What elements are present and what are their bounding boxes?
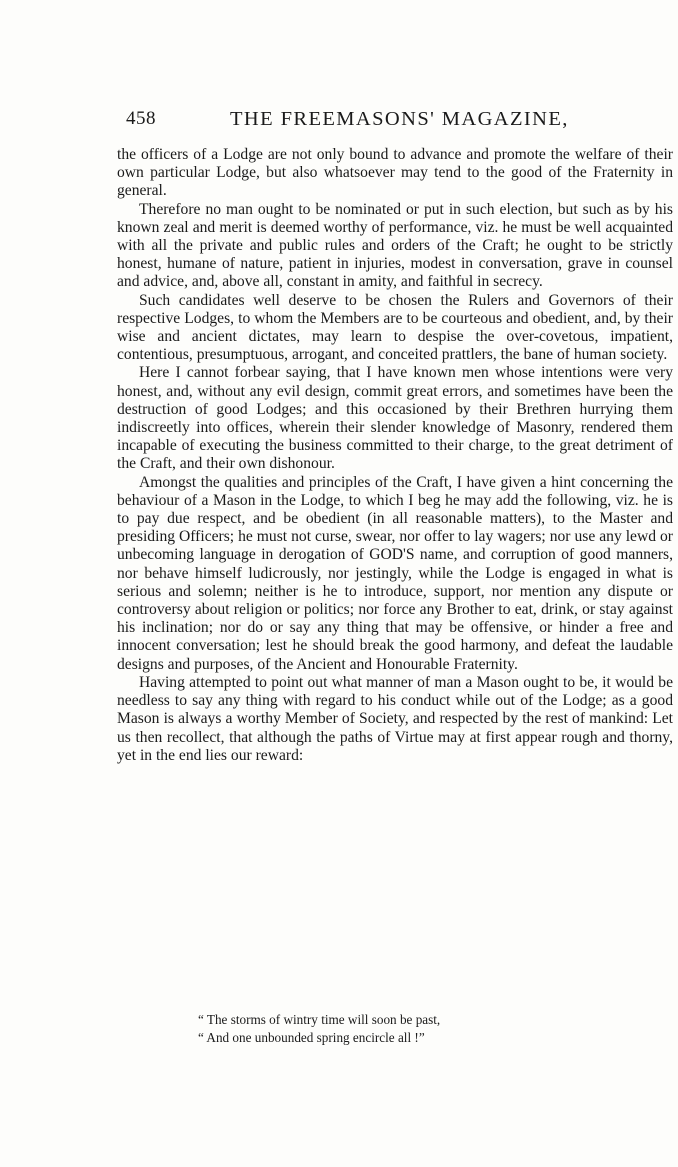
paragraph-behaviour: Amongst the qualities and principles of the Craft, I have given a hint concerning the behaviour of a Mason in the Lodge, to which I beg he may add the following, viz. he is to pay due respect, and be obedient (in all reasonable matters), to the Master and presiding Officers; he must not curse, swear, nor offer to lay wagers; nor use any lewd or unbecoming language in derogation of GOD'S name, and corruption of good manners, nor behave himself ludicrously, nor jestingly, while the Lodge is engaged in what is serious and solemn; neither is he to introduce, support, nor mention any dispute or controversy about religion or politics; nor force any Brother to eat, drink, or stay against his inclination; nor do or say any thing that may be offensive, or hinder a free and innocent conversation; lest he should break the good harmony, and defeat the laudable designs and purposes, of the Ancient and Honourable Fraternity. bbox=[117, 473, 673, 673]
page-number: 458 bbox=[126, 108, 156, 129]
verse-line-2: “ And one unbounded spring encircle all !” bbox=[198, 1030, 425, 1045]
body-text bbox=[117, 146, 673, 765]
verse-quotation bbox=[198, 1011, 440, 1047]
paragraph-forbear-saying: Here I cannot forbear saying, that I have known men whose intentions were very honest, and, without any evil design, commit great errors, and sometimes have been the destruction of good Lodges; and this occasioned by their Brethren hurrying them indiscreetly into offices, wherein their slender knowledge of Masonry, rendered them incapable of executing the business committed to their charge, to the great detriment of the Craft, and their own dishonour. bbox=[117, 364, 673, 473]
paragraph-officers-of-lodge: the officers of a Lodge are not only bound to advance and promote the welfare of their own particular Lodge, but also whatsoever may tend to the good of the Fraternity in general. bbox=[117, 146, 673, 200]
verse-line-1: “ The storms of wintry time will soon be past, bbox=[198, 1012, 441, 1027]
paragraph-conclusion: Having attempted to point out what manner of man a Mason ought to be, it would be needless to say any thing with regard to his conduct while out of the Lodge; as a good Mason is always a worthy Member of Society, and respected by the rest of mankind: Let us then recollect, that although the paths of Virtue may at first appear rough and thorny, yet in the end lies our reward: bbox=[117, 673, 673, 764]
page-header bbox=[126, 108, 671, 134]
running-head: THE FREEMASONS' MAGAZINE, bbox=[230, 108, 569, 130]
paragraph-candidates: Such candidates well deserve to be chosen the Rulers and Governors of their respective Lodges, to whom the Members are to be courteous and obedient, and, by their wise and ancient dictates, may learn to despise the over-covetous, impatient, contentious, presumptuous, arrogant, and conceited prattlers, the bane of human society. bbox=[117, 291, 673, 364]
paragraph-nomination: Therefore no man ought to be nominated or put in such election, but such as by his known zeal and merit is deemed worthy of performance, viz. he must be well acquainted with all the private and public rules and orders of the Craft; he ought to be strictly honest, humane of nature, patient in injuries, modest in conversation, grave in counsel and advice, and, above all, constant in amity, and faithful in secrecy. bbox=[117, 200, 673, 291]
